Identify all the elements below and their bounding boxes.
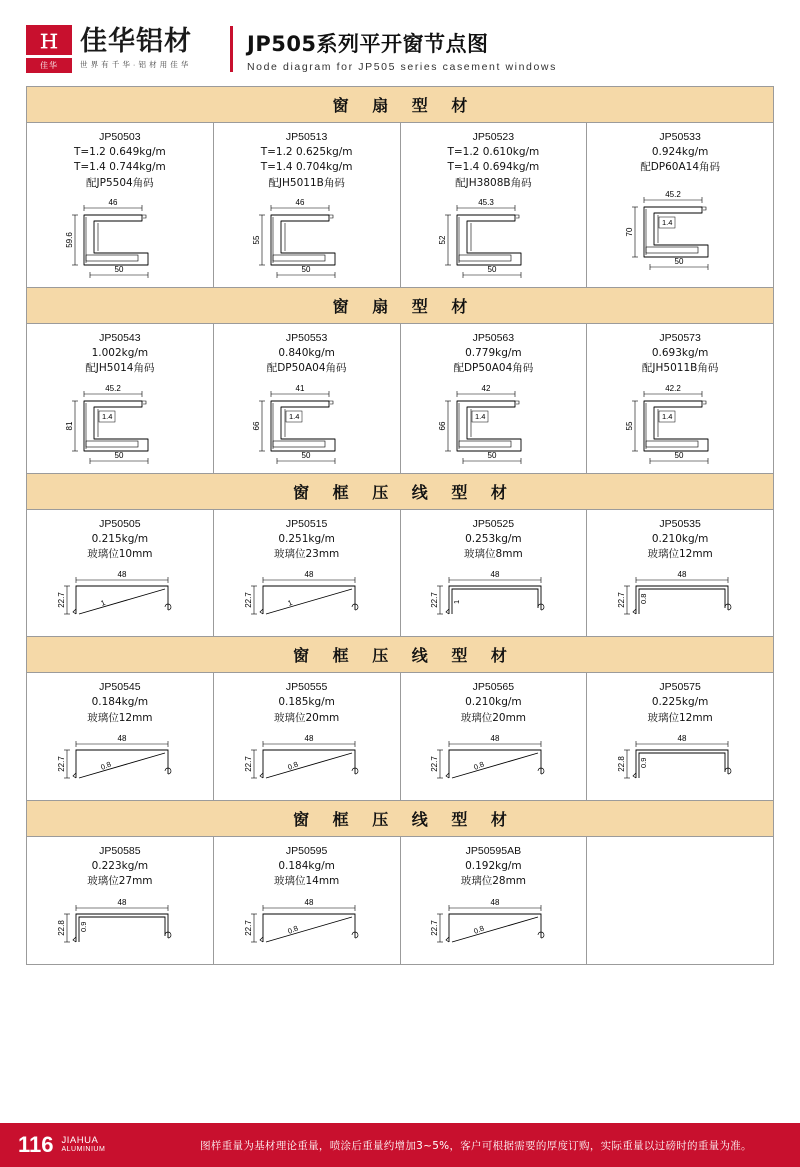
profile-cell xyxy=(27,510,214,637)
profile-code: JP50585 xyxy=(99,844,141,857)
profile-spec xyxy=(640,130,720,176)
profile-code: JP50573 xyxy=(659,331,701,344)
section-band: 窗 扇 型 材 xyxy=(27,87,773,123)
profile-spec xyxy=(447,130,539,191)
profile-cross-section-diagram xyxy=(591,728,769,794)
svg-text:48: 48 xyxy=(490,733,500,743)
profile-spec-line: 1.002kg/m xyxy=(91,347,149,360)
footer-page-block xyxy=(0,1123,152,1167)
profile-spec-line: 配JH3808B角码 xyxy=(455,176,532,189)
profile-cell xyxy=(27,123,214,287)
page-title-en: Node diagram for JP505 series casement windows xyxy=(247,60,557,73)
svg-text:70: 70 xyxy=(625,227,635,237)
profile-cell xyxy=(214,837,401,964)
logo-mark-icon xyxy=(26,25,72,73)
svg-text:1.4: 1.4 xyxy=(475,411,486,421)
brand-name-cn: 佳华铝材 xyxy=(80,25,192,57)
svg-text:48: 48 xyxy=(304,733,314,743)
profile-cross-section-diagram xyxy=(591,564,769,630)
profile-code: JP50565 xyxy=(472,681,515,694)
profile-cell xyxy=(587,510,773,637)
svg-text:22.7: 22.7 xyxy=(430,592,440,608)
svg-text:1.4: 1.4 xyxy=(662,411,673,421)
profile-cell xyxy=(214,673,401,800)
profile-row xyxy=(27,673,773,801)
profile-code: JP50575 xyxy=(659,681,701,694)
profile-code: JP50595AB xyxy=(465,844,522,857)
profile-spec-line: 0.251kg/m xyxy=(278,532,335,545)
profile-spec-line: 配DP50A04角码 xyxy=(266,362,347,375)
profile-cell xyxy=(214,324,401,473)
profile-code: JP50523 xyxy=(472,131,515,143)
profile-code: JP50515 xyxy=(285,517,328,530)
svg-text:22.7: 22.7 xyxy=(243,592,253,608)
svg-text:48: 48 xyxy=(304,897,314,907)
profile-spec xyxy=(87,680,152,726)
profile-cross-section-diagram xyxy=(218,728,396,794)
profile-cross-section-diagram xyxy=(405,564,583,630)
svg-text:42.2: 42.2 xyxy=(665,383,681,393)
page-title-cn: JP505系列平开窗节点图 xyxy=(247,31,489,56)
profile-cell xyxy=(401,673,588,800)
svg-text:50: 50 xyxy=(114,450,124,460)
brand-logo xyxy=(26,25,226,73)
svg-text:22.7: 22.7 xyxy=(617,592,627,608)
profile-spec-line: 0.210kg/m xyxy=(651,532,709,545)
profile-code: JP50503 xyxy=(99,131,141,143)
profile-spec-line: T=1.4 0.744kg/m xyxy=(73,161,166,174)
svg-text:48: 48 xyxy=(304,570,314,580)
profile-spec-line: 配DP60A14角码 xyxy=(640,161,721,174)
profile-spec-line: 配JH5014角码 xyxy=(85,362,155,375)
profile-spec xyxy=(261,130,353,191)
svg-text:46: 46 xyxy=(295,197,305,207)
profile-spec xyxy=(464,517,523,563)
profile-code: JP50513 xyxy=(285,131,328,143)
profile-spec-line: 玻璃位23mm xyxy=(273,547,340,560)
profile-spec-line: T=1.2 0.625kg/m xyxy=(260,146,353,159)
svg-text:22.7: 22.7 xyxy=(56,592,66,608)
profile-cell xyxy=(401,324,588,473)
svg-text:48: 48 xyxy=(677,570,687,580)
svg-text:22.7: 22.7 xyxy=(56,756,66,772)
svg-text:45.2: 45.2 xyxy=(105,383,121,393)
profile-spec-line: 配JP5504角码 xyxy=(86,176,154,189)
profile-spec-line: 玻璃位8mm xyxy=(464,547,523,560)
profile-spec-line: T=1.2 0.610kg/m xyxy=(447,146,540,159)
profile-spec-line: 0.924kg/m xyxy=(651,146,709,159)
profile-spec-line: 0.840kg/m xyxy=(278,347,335,360)
profile-row xyxy=(27,324,773,474)
profile-code: JP50535 xyxy=(659,517,701,530)
svg-text:48: 48 xyxy=(117,897,127,907)
profile-cell-empty xyxy=(587,837,773,964)
profile-cell xyxy=(587,123,773,287)
svg-text:48: 48 xyxy=(490,897,500,907)
profile-spec-line: T=1.4 0.694kg/m xyxy=(447,161,540,174)
svg-text:45.2: 45.2 xyxy=(665,190,681,200)
svg-text:55: 55 xyxy=(251,235,261,245)
svg-text:1: 1 xyxy=(452,600,462,605)
profile-spec xyxy=(647,680,712,726)
svg-text:41: 41 xyxy=(295,383,305,393)
svg-text:66: 66 xyxy=(251,421,261,430)
profile-cross-section-diagram xyxy=(218,193,396,281)
svg-text:50: 50 xyxy=(487,264,497,274)
profile-spec xyxy=(267,331,347,377)
profile-spec-line: 0.185kg/m xyxy=(278,696,335,709)
page-title xyxy=(247,26,557,73)
profile-cell xyxy=(587,324,773,473)
profile-spec-line: 玻璃位27mm xyxy=(87,875,153,888)
profile-cross-section-diagram xyxy=(591,178,769,281)
svg-text:50: 50 xyxy=(301,264,311,274)
section-band: 窗 框 压 线 型 材 xyxy=(27,637,773,673)
profile-spec-line: 0.192kg/m xyxy=(465,860,522,873)
profile-spec-line: 0.215kg/m xyxy=(91,532,149,545)
profile-spec xyxy=(461,680,526,726)
svg-text:50: 50 xyxy=(114,264,124,274)
profile-code: JP50505 xyxy=(99,517,141,530)
svg-text:0.8: 0.8 xyxy=(286,759,300,772)
profile-code: JP50563 xyxy=(472,331,515,344)
profile-spec xyxy=(453,331,533,377)
svg-text:22.8: 22.8 xyxy=(617,756,627,772)
profile-code: JP50525 xyxy=(472,517,515,530)
svg-text:1: 1 xyxy=(99,598,107,609)
profile-spec-line: 玻璃位12mm xyxy=(647,547,713,560)
profile-spec-line: 0.223kg/m xyxy=(91,860,149,873)
profile-spec xyxy=(647,517,712,563)
svg-text:48: 48 xyxy=(117,570,127,580)
profile-row xyxy=(27,510,773,638)
svg-text:0.8: 0.8 xyxy=(472,923,486,936)
profile-cell xyxy=(27,837,214,964)
svg-text:22.8: 22.8 xyxy=(56,919,66,936)
profile-spec xyxy=(461,844,526,890)
svg-text:46: 46 xyxy=(108,197,118,207)
svg-text:48: 48 xyxy=(677,733,687,743)
profile-cell xyxy=(214,123,401,287)
profile-code: JP50545 xyxy=(99,681,141,694)
svg-text:22.7: 22.7 xyxy=(243,756,253,772)
section-band: 窗 框 压 线 型 材 xyxy=(27,474,773,510)
profile-code: JP50553 xyxy=(285,331,328,344)
svg-text:48: 48 xyxy=(117,733,127,743)
logo-text xyxy=(80,25,192,70)
profile-cell xyxy=(27,324,214,473)
footer-brand-line2: ALUMINIUM xyxy=(61,1146,106,1154)
svg-text:22.7: 22.7 xyxy=(430,919,440,936)
svg-text:1.4: 1.4 xyxy=(288,411,300,421)
section-band: 窗 框 压 线 型 材 xyxy=(27,801,773,837)
svg-text:0.9: 0.9 xyxy=(78,921,88,932)
profile-row xyxy=(27,123,773,288)
profile-code: JP50595 xyxy=(285,844,328,857)
profile-spec-line: 0.184kg/m xyxy=(91,696,149,709)
profile-code: JP50543 xyxy=(99,331,141,344)
svg-text:50: 50 xyxy=(301,450,311,460)
profile-spec-line: 玻璃位20mm xyxy=(460,711,527,724)
profile-cell xyxy=(587,673,773,800)
svg-text:55: 55 xyxy=(625,421,635,430)
svg-text:0.8: 0.8 xyxy=(639,593,649,605)
svg-text:0.8: 0.8 xyxy=(99,759,113,772)
profile-spec-line: 配JH5011B角码 xyxy=(268,176,345,189)
profile-spec-line: T=1.2 0.649kg/m xyxy=(73,146,166,159)
svg-text:52: 52 xyxy=(438,235,448,245)
profile-cell xyxy=(27,673,214,800)
svg-text:1: 1 xyxy=(286,598,294,609)
svg-text:50: 50 xyxy=(674,257,684,267)
page-number: 116 xyxy=(18,1132,54,1157)
profile-cross-section-diagram xyxy=(218,892,396,958)
header-divider xyxy=(230,26,233,72)
profile-spec-line: 配JH5011B角码 xyxy=(641,362,719,375)
profile-cross-section-diagram xyxy=(31,193,209,281)
profile-spec-line: 玻璃位14mm xyxy=(273,875,340,888)
section-band: 窗 扇 型 材 xyxy=(27,288,773,324)
profile-spec xyxy=(274,844,339,890)
profile-spec-line: 0.693kg/m xyxy=(651,347,709,360)
logo-mark-sub: 佳华 xyxy=(26,58,72,73)
profile-code: JP50555 xyxy=(285,681,328,694)
svg-text:1.4: 1.4 xyxy=(662,218,673,228)
profile-spec xyxy=(74,130,166,191)
profile-spec-line: 玻璃位20mm xyxy=(273,711,340,724)
brand-slogan: 世 界 有 千 华 · 铝 材 用 佳 华 xyxy=(80,60,189,70)
page-header xyxy=(0,0,800,86)
svg-text:0.8: 0.8 xyxy=(472,759,486,772)
profile-spec-line: 玻璃位10mm xyxy=(87,547,153,560)
profile-cell xyxy=(214,510,401,637)
footer-note: 图样重量为基材理论重量，喷涂后重量约增加3~5%，客户可根据需要的厚度订购，实际重量以过磅时的重量为准。 xyxy=(152,1123,800,1167)
footer-brand-line1: JIAHUA xyxy=(61,1134,99,1146)
svg-text:22.7: 22.7 xyxy=(430,756,440,772)
profile-cross-section-diagram xyxy=(31,728,209,794)
profile-spec-line: 玻璃位12mm xyxy=(647,711,713,724)
profile-spec xyxy=(87,517,152,563)
svg-text:22.7: 22.7 xyxy=(243,919,253,936)
profile-cross-section-diagram xyxy=(218,564,396,630)
profile-spec-line: 玻璃位12mm xyxy=(87,711,153,724)
profile-code: JP50533 xyxy=(659,131,701,143)
profile-cross-section-diagram xyxy=(405,193,583,281)
svg-text:42: 42 xyxy=(481,383,491,393)
svg-text:0.8: 0.8 xyxy=(286,923,300,936)
svg-text:81: 81 xyxy=(64,421,74,430)
profile-cross-section-diagram xyxy=(31,379,209,467)
profile-cross-section-diagram xyxy=(31,564,209,630)
profile-spec-line: 0.779kg/m xyxy=(465,347,522,360)
svg-text:48: 48 xyxy=(490,570,500,580)
profile-cross-section-diagram xyxy=(405,728,583,794)
profile-cross-section-diagram xyxy=(591,379,769,467)
profile-cell xyxy=(401,123,588,287)
svg-text:0.9: 0.9 xyxy=(639,757,649,768)
profile-spec xyxy=(642,331,718,377)
profile-spec xyxy=(274,517,339,563)
svg-text:66: 66 xyxy=(438,421,448,430)
profile-cell xyxy=(401,837,588,964)
profile-spec-line: 0.210kg/m xyxy=(465,696,522,709)
footer-brand xyxy=(62,1136,106,1155)
logo-mark-letter: Ｈ xyxy=(26,25,72,55)
profile-cross-section-diagram xyxy=(405,379,583,467)
page-footer xyxy=(0,1123,800,1167)
profile-cross-section-diagram xyxy=(218,379,396,467)
profile-spec-line: 0.225kg/m xyxy=(651,696,709,709)
profile-cross-section-diagram xyxy=(405,892,583,958)
profile-cell xyxy=(401,510,588,637)
svg-text:50: 50 xyxy=(487,450,497,460)
svg-text:1.4: 1.4 xyxy=(101,411,113,421)
profile-row xyxy=(27,837,773,965)
profile-spec-line: 玻璃位28mm xyxy=(460,875,527,888)
profile-spec-line: 0.253kg/m xyxy=(465,532,522,545)
profile-table xyxy=(26,86,774,965)
profile-spec-line: 配DP50A04角码 xyxy=(453,362,534,375)
profile-spec xyxy=(274,680,339,726)
profile-cross-section-diagram xyxy=(31,892,209,958)
profile-spec-line: 0.184kg/m xyxy=(278,860,335,873)
svg-text:50: 50 xyxy=(674,450,684,460)
svg-text:45.3: 45.3 xyxy=(478,197,495,207)
profile-spec xyxy=(85,331,154,377)
profile-spec-line: T=1.4 0.704kg/m xyxy=(260,161,353,174)
svg-text:59.6: 59.6 xyxy=(64,232,74,248)
profile-spec xyxy=(87,844,152,890)
